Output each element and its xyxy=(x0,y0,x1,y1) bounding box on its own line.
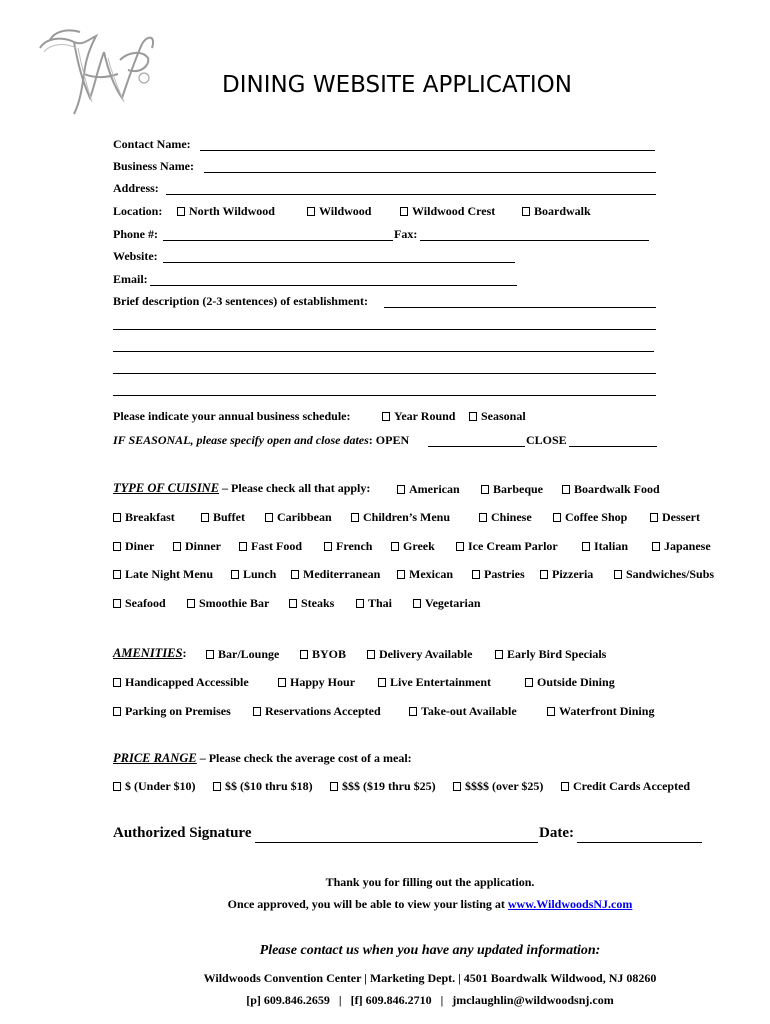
contact-us-text: Please contact us when you have any updated information xyxy=(259,943,596,958)
checkbox-icon xyxy=(367,650,375,659)
cuisine-dessert[interactable]: Dessert xyxy=(650,510,700,525)
location-option-north-wildwood[interactable]: North Wildwood xyxy=(177,204,275,219)
credit-cards-accepted[interactable]: Credit Cards Accepted xyxy=(561,779,690,794)
price-option-1[interactable]: $ (Under $10) xyxy=(113,779,195,794)
description-label: Brief description (2-3 sentences) of establishment: xyxy=(113,294,368,308)
schedule-option-year-round[interactable]: Year Round xyxy=(382,409,455,424)
checkbox-icon xyxy=(187,599,195,608)
wildwoods-link[interactable]: www.WildwoodsNJ.com xyxy=(507,897,633,911)
amenity-handicapped-accessible[interactable]: Handicapped Accessible xyxy=(113,675,249,690)
website-line[interactable] xyxy=(163,262,515,263)
checkbox-icon xyxy=(409,707,417,716)
open-date-line[interactable] xyxy=(428,446,525,447)
date-label: Date: xyxy=(539,825,574,841)
description-line-3[interactable] xyxy=(113,351,654,352)
phone-line[interactable] xyxy=(163,240,393,241)
checkbox-icon xyxy=(495,650,503,659)
checkbox-icon xyxy=(324,542,332,551)
signature-label: Authorized Signature xyxy=(113,825,252,841)
cuisine-diner[interactable]: Diner xyxy=(113,539,154,554)
checkbox-icon xyxy=(113,542,121,551)
checkbox-icon xyxy=(553,513,561,522)
amenity-reservations-accepted[interactable]: Reservations Accepted xyxy=(253,704,381,719)
checkbox-icon xyxy=(113,599,121,608)
cuisine-mediterranean[interactable]: Mediterranean xyxy=(291,567,380,582)
checkbox-icon xyxy=(391,542,399,551)
website-label: Website: xyxy=(113,249,158,263)
cuisine-childrens-menu[interactable]: Children’s Menu xyxy=(351,510,450,525)
schedule-label: Please indicate your annual business schedule: xyxy=(113,409,351,423)
checkbox-icon xyxy=(614,570,622,579)
contact-name-line[interactable] xyxy=(200,150,655,151)
cuisine-dinner[interactable]: Dinner xyxy=(173,539,221,554)
cuisine-barbeque[interactable]: Barbeque xyxy=(481,482,543,497)
thanks-text: Thank you for filling out the application. xyxy=(325,875,535,889)
cuisine-pizzeria[interactable]: Pizzeria xyxy=(540,567,593,582)
checkbox-icon xyxy=(113,678,121,687)
email-label: Email: xyxy=(113,272,148,286)
cuisine-seafood[interactable]: Seafood xyxy=(113,596,166,611)
checkbox-icon xyxy=(231,570,239,579)
cuisine-lunch[interactable]: Lunch xyxy=(231,567,276,582)
checkbox-icon xyxy=(173,542,181,551)
schedule-option-seasonal[interactable]: Seasonal xyxy=(469,409,526,424)
amenity-take-out-available[interactable]: Take-out Available xyxy=(409,704,517,719)
contact-us-row: Please contact us when you have any updated information: xyxy=(259,943,601,958)
price-option-3[interactable]: $$$ ($19 thru $25) xyxy=(330,779,436,794)
cuisine-coffee-shop[interactable]: Coffee Shop xyxy=(553,510,627,525)
checkbox-icon xyxy=(453,782,461,791)
fax-line[interactable] xyxy=(420,240,649,241)
cuisine-smoothie-bar[interactable]: Smoothie Bar xyxy=(187,596,269,611)
checkbox-icon xyxy=(253,707,261,716)
business-name-label: Business Name: xyxy=(113,159,195,173)
checkbox-icon xyxy=(278,678,286,687)
cuisine-buffet[interactable]: Buffet xyxy=(201,510,245,525)
checkbox-icon xyxy=(456,542,464,551)
checkbox-icon xyxy=(177,207,185,216)
wildwoods-logo xyxy=(32,18,162,120)
cuisine-greek[interactable]: Greek xyxy=(391,539,435,554)
page-title: DINING WEBSITE APPLICATION xyxy=(222,72,572,98)
footer-phones: [p] 609.846.2659 | [f] 609.846.2710 | jmclaughlin@wildwoodsnj.com xyxy=(246,993,614,1007)
cuisine-steaks[interactable]: Steaks xyxy=(289,596,334,611)
contact-name-label: Contact Name: xyxy=(113,137,191,151)
cuisine-vegetarian[interactable]: Vegetarian xyxy=(413,596,481,611)
checkbox-icon xyxy=(481,485,489,494)
amenity-live-entertainment[interactable]: Live Entertainment xyxy=(378,675,491,690)
amenities-heading: AMENITIES xyxy=(113,646,183,660)
cuisine-header xyxy=(113,481,370,496)
checkbox-icon xyxy=(206,650,214,659)
cuisine-thai[interactable]: Thai xyxy=(356,596,392,611)
checkbox-icon xyxy=(300,650,308,659)
checkbox-icon xyxy=(652,542,660,551)
address-line[interactable] xyxy=(166,194,656,195)
checkbox-icon xyxy=(113,513,121,522)
checkbox-icon xyxy=(547,707,555,716)
checkbox-icon xyxy=(397,485,405,494)
checkbox-icon xyxy=(400,207,408,216)
description-line-2[interactable] xyxy=(113,329,656,330)
cuisine-heading: TYPE OF CUISINE xyxy=(113,481,220,495)
checkbox-icon xyxy=(469,412,477,421)
cuisine-japanese[interactable]: Japanese xyxy=(652,539,711,554)
checkbox-icon xyxy=(351,513,359,522)
checkbox-icon xyxy=(650,513,658,522)
price-header xyxy=(113,751,412,766)
approved-message: Once approved, you will be able to view your listing at xyxy=(227,897,505,911)
checkbox-icon xyxy=(562,485,570,494)
cuisine-french[interactable]: French xyxy=(324,539,372,554)
checkbox-icon xyxy=(525,678,533,687)
fax-label: Fax: xyxy=(394,227,418,241)
description-line-5[interactable] xyxy=(113,395,656,396)
checkbox-icon xyxy=(561,782,569,791)
description-line-1[interactable] xyxy=(384,307,656,308)
seasonal-label: IF SEASONAL, please specify open and close dates xyxy=(113,433,369,447)
amenity-waterfront-dining[interactable]: Waterfront Dining xyxy=(547,704,654,719)
checkbox-icon xyxy=(330,782,338,791)
checkbox-icon xyxy=(201,513,209,522)
footer-address: Wildwoods Convention Center | Marketing Dept. | 4501 Boardwalk Wildwood, NJ 08260 xyxy=(203,971,657,985)
checkbox-icon xyxy=(472,570,480,579)
checkbox-icon xyxy=(522,207,530,216)
cuisine-late-night-menu[interactable]: Late Night Menu xyxy=(113,567,213,582)
cuisine-sandwiches-subs[interactable]: Sandwiches/Subs xyxy=(614,567,714,582)
close-date-line[interactable] xyxy=(569,446,657,447)
seasonal-dates-row: IF SEASONAL, please specify open and close dates: OPEN xyxy=(113,433,410,447)
phone-label: Phone #: xyxy=(113,227,158,241)
checkbox-icon xyxy=(113,782,121,791)
location-option-wildwood-crest[interactable]: Wildwood Crest xyxy=(400,204,495,219)
amenities-header: AMENITIES: xyxy=(113,646,187,660)
cuisine-italian[interactable]: Italian xyxy=(582,539,628,554)
checkbox-icon xyxy=(356,599,364,608)
signature-line[interactable] xyxy=(255,842,538,843)
date-line[interactable] xyxy=(577,842,702,843)
checkbox-icon xyxy=(382,412,390,421)
amenity-bar-lounge[interactable]: Bar/Lounge xyxy=(206,647,279,662)
price-heading: PRICE RANGE xyxy=(113,751,197,765)
location-label: Location: xyxy=(113,204,163,218)
checkbox-icon xyxy=(479,513,487,522)
checkbox-icon xyxy=(291,570,299,579)
checkbox-icon xyxy=(213,782,221,791)
email-line[interactable] xyxy=(150,285,517,286)
amenity-byob[interactable]: BYOB xyxy=(300,647,346,662)
cuisine-pastries[interactable]: Pastries xyxy=(472,567,525,582)
close-label: CLOSE xyxy=(526,433,567,447)
cuisine-boardwalk-food[interactable]: Boardwalk Food xyxy=(562,482,660,497)
price-option-2[interactable]: $$ ($10 thru $18) xyxy=(213,779,313,794)
amenity-parking-on-premises[interactable]: Parking on Premises xyxy=(113,704,231,719)
amenity-early-bird-specials[interactable]: Early Bird Specials xyxy=(495,647,606,662)
cuisine-american[interactable]: American xyxy=(397,482,460,497)
cuisine-caribbean[interactable]: Caribbean xyxy=(265,510,332,525)
cuisine-fast-food[interactable]: Fast Food xyxy=(239,539,302,554)
cuisine-mexican[interactable]: Mexican xyxy=(397,567,453,582)
checkbox-icon xyxy=(239,542,247,551)
cuisine-ice-cream-parlor[interactable]: Ice Cream Parlor xyxy=(456,539,558,554)
checkbox-icon xyxy=(265,513,273,522)
checkbox-icon xyxy=(413,599,421,608)
address-label: Address: xyxy=(113,181,159,195)
checkbox-icon xyxy=(113,570,121,579)
amenity-outside-dining[interactable]: Outside Dining xyxy=(525,675,615,690)
location-option-wildwood[interactable]: Wildwood xyxy=(307,204,371,219)
price-instruction: – Please check the average cost of a meal: xyxy=(199,751,412,765)
approved-text xyxy=(0,897,770,912)
checkbox-icon xyxy=(540,570,548,579)
cuisine-breakfast[interactable]: Breakfast xyxy=(113,510,175,525)
checkbox-icon xyxy=(289,599,297,608)
description-line-4[interactable] xyxy=(113,373,656,374)
open-label: OPEN xyxy=(375,433,410,447)
checkbox-icon xyxy=(113,707,121,716)
checkbox-icon xyxy=(582,542,590,551)
checkbox-icon xyxy=(307,207,315,216)
checkbox-icon xyxy=(397,570,405,579)
location-option-boardwalk[interactable]: Boardwalk xyxy=(522,204,591,219)
business-name-line[interactable] xyxy=(204,172,656,173)
price-option-4[interactable]: $$$$ (over $25) xyxy=(453,779,543,794)
amenity-happy-hour[interactable]: Happy Hour xyxy=(278,675,355,690)
amenity-delivery-available[interactable]: Delivery Available xyxy=(367,647,472,662)
cuisine-instruction: – Please check all that apply: xyxy=(222,481,371,495)
cuisine-chinese[interactable]: Chinese xyxy=(479,510,532,525)
checkbox-icon xyxy=(378,678,386,687)
